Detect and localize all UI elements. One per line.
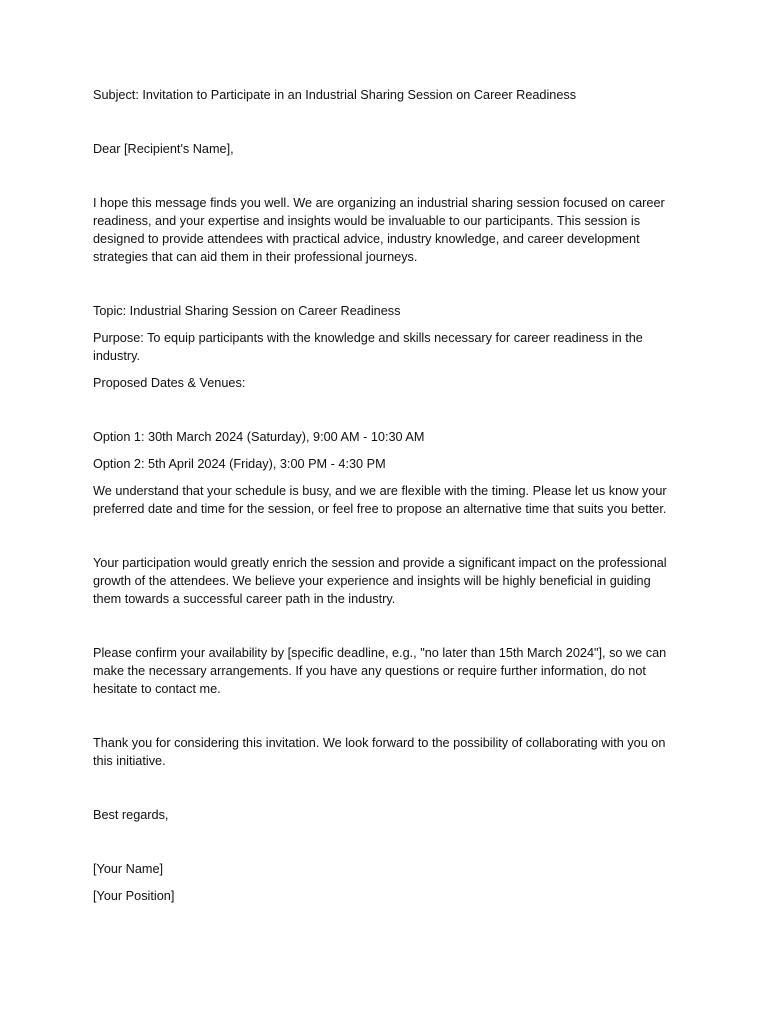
confirm-paragraph: Please confirm your availability by [specific deadline, e.g., "no later than 15th March 2024"], so we can make the necessary arrangements. If you have any questions or require further information, do not hesitate to contact me. bbox=[93, 646, 667, 696]
thanks-paragraph: Thank you for considering this invitation. We look forward to the possibility of collaborating with you on this initiative. bbox=[93, 736, 666, 768]
subject-line: Subject: Invitation to Participate in an Industrial Sharing Session on Career Readiness bbox=[93, 88, 577, 102]
purpose-line: Purpose: To equip participants with the knowledge and skills necessary for career readiness in the industry. bbox=[93, 331, 643, 363]
date-option-1: Option 1: 30th March 2024 (Saturday), 9:00 AM - 10:30 AM bbox=[93, 430, 425, 444]
closing-line: Best regards, bbox=[93, 808, 169, 822]
date-option-2: Option 2: 5th April 2024 (Friday), 3:00 PM - 4:30 PM bbox=[93, 457, 386, 471]
topic-line: Topic: Industrial Sharing Session on Career Readiness bbox=[93, 304, 401, 318]
intro-paragraph: I hope this message finds you well. We are organizing an industrial sharing session focused on career readiness, and your expertise and insights would be invaluable to our participants. This session is designed to provide attendees with practical advice, industry knowledge, and career development strategies that can aid them in their professional journeys. bbox=[93, 196, 665, 264]
greeting: Dear [Recipient's Name], bbox=[93, 142, 234, 156]
schedule-paragraph: We understand that your schedule is busy, and we are flexible with the timing. Please let us know your preferred date and time for the session, or feel free to propose an alternative time that suits you better. bbox=[93, 484, 667, 516]
signature-name: [Your Name] bbox=[93, 862, 164, 876]
dates-heading: Proposed Dates & Venues: bbox=[93, 376, 246, 390]
participation-paragraph: Your participation would greatly enrich the session and provide a significant impact on the professional growth of the attendees. We believe your experience and insights will be highly beneficial in guiding them towards a successful career path in the industry. bbox=[93, 556, 667, 606]
signature-position: [Your Position] bbox=[93, 889, 175, 903]
letter-body bbox=[93, 86, 679, 905]
